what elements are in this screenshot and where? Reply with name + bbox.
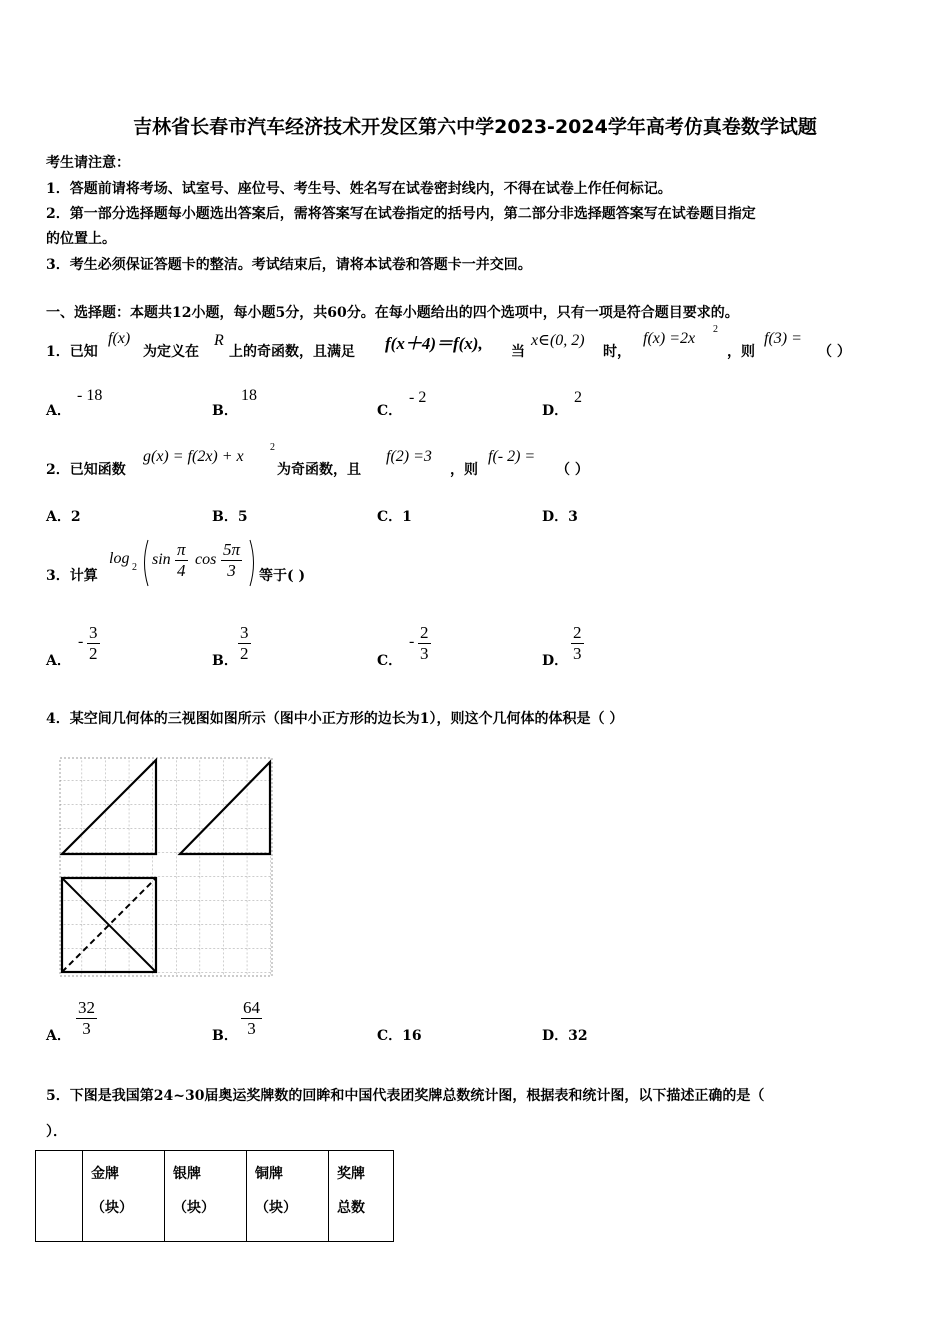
header-silver-unit: （块） xyxy=(173,1200,215,1216)
q3-option-d: D． xyxy=(542,653,569,669)
q3-d-num: 2 xyxy=(573,623,582,642)
q2-option-a: A．2 xyxy=(46,509,81,525)
q3-tail: 等于( ) xyxy=(259,568,306,584)
q4-option-b: B． xyxy=(212,1028,238,1044)
table-header-bronze xyxy=(247,1151,329,1242)
header-bronze: 铜牌 xyxy=(255,1166,283,1182)
notice-item-1: 1．答题前请将考场、试室号、座位号、考生号、姓名写在试卷密封线内，不得在试卷上作任何标记。 xyxy=(46,181,672,197)
medal-table xyxy=(35,1150,394,1242)
q3-option-c: C． xyxy=(377,653,403,669)
q3-pi-over-4 xyxy=(175,540,188,581)
q2-ask: f(- 2) = xyxy=(488,448,536,465)
q1-text-4: 时， xyxy=(603,344,631,360)
q3-four: 4 xyxy=(175,560,188,581)
q3-a-num: 3 xyxy=(89,623,98,642)
q4-b-den: 3 xyxy=(241,1018,262,1039)
q1-option-a-value: - 18 xyxy=(77,387,103,404)
q3-d-den: 3 xyxy=(573,644,582,663)
q3-pi: π xyxy=(177,540,186,559)
q3-three: 3 xyxy=(221,560,242,581)
q3-option-c-value xyxy=(418,623,431,664)
q3-5pi-over-3 xyxy=(221,540,242,581)
q3-log: log xyxy=(109,550,130,567)
q1-text-1: 为定义在 xyxy=(143,344,199,360)
q4-b-num: 64 xyxy=(243,998,260,1017)
three-view-diagram xyxy=(58,756,274,978)
q3-cos: cos xyxy=(195,551,217,568)
q3-sin: sin xyxy=(152,551,171,568)
q4-option-b-value xyxy=(241,998,262,1039)
q1-option-b-value: 18 xyxy=(241,387,257,404)
q2-text-2: ，则 xyxy=(450,462,478,478)
q4-option-c: C．16 xyxy=(377,1028,422,1044)
q2-exponent: 2 xyxy=(270,442,275,453)
q2-option-d: D．3 xyxy=(542,509,578,525)
table-header-gold xyxy=(83,1151,165,1242)
q1-exponent: 2 xyxy=(713,324,718,335)
q3-five-pi: 5π xyxy=(223,540,241,559)
q2-number: 2．已知函数 xyxy=(46,462,126,478)
q1-option-c-value: - 2 xyxy=(409,389,427,406)
notice-item-2-cont: 的位置上。 xyxy=(46,231,116,247)
q1-option-d: D． xyxy=(542,403,569,419)
q3-log-base: 2 xyxy=(132,562,137,573)
q5-text-line-2: ）． xyxy=(46,1124,67,1140)
q2-function: g(x) = f(2x) + x xyxy=(143,448,244,465)
q1-ask: f(3) = xyxy=(764,330,802,347)
q5-text-line-1: 5．下图是我国第24~30届奥运奖牌数的回眸和中国代表团奖牌总数统计图，根据表和统计图，以下描述正确的是（ xyxy=(46,1088,765,1104)
q3-option-a-sign: - xyxy=(78,633,84,650)
q3-number: 3．计算 xyxy=(46,568,98,584)
q1-option-d-value: 2 xyxy=(574,389,582,406)
table-header-total xyxy=(329,1151,394,1242)
header-total-unit: 总数 xyxy=(337,1200,365,1216)
header-total: 奖牌 xyxy=(337,1166,365,1182)
q1-option-c: C． xyxy=(377,403,403,419)
q1-text-5: ，则 xyxy=(727,344,755,360)
page-title: 吉林省长春市汽车经济技术开发区第六中学2023-2024学年高考仿真卷数学试题 xyxy=(133,116,817,138)
q2-text-1: 为奇函数，且 xyxy=(277,462,361,478)
q1-text-3: 当 xyxy=(511,344,525,360)
q3-option-d-value xyxy=(571,623,584,664)
q4-a-den: 3 xyxy=(76,1018,97,1039)
q4-option-a: A． xyxy=(46,1028,71,1044)
q2-option-c: C．1 xyxy=(377,509,412,525)
q4-text: 4．某空间几何体的三视图如图所示（图中小正方形的边长为1），则这个几何体的体积是（ ） xyxy=(46,711,624,727)
q4-option-d: D．32 xyxy=(542,1028,588,1044)
q3-option-c-sign: - xyxy=(409,633,415,650)
q3-a-den: 2 xyxy=(89,644,98,663)
q1-condition: f(x＋4)＝f(x), xyxy=(385,334,483,353)
header-gold: 金牌 xyxy=(91,1166,119,1182)
q1-number: 1．已知 xyxy=(46,344,98,360)
q4-option-a-value xyxy=(76,998,97,1039)
q3-right-paren xyxy=(248,538,258,588)
q1-option-a: A． xyxy=(46,403,71,419)
q3-option-b-value xyxy=(238,623,251,664)
table-header-silver xyxy=(165,1151,247,1242)
section-heading: 一、选择题：本题共12小题，每小题5分，共60分。在每小题给出的四个选项中，只有一项是符合题目要求的。 xyxy=(46,305,739,321)
q2-paren: （ ） xyxy=(556,462,589,478)
q3-b-den: 2 xyxy=(240,644,249,663)
q2-option-b: B．5 xyxy=(212,509,248,525)
q1-domain: x∈(0, 2) xyxy=(531,332,585,349)
q2-given: f(2) =3 xyxy=(386,448,432,465)
q3-b-num: 3 xyxy=(240,623,249,642)
q4-a-num: 32 xyxy=(78,998,95,1017)
q3-left-paren xyxy=(140,538,150,588)
q3-option-a: A． xyxy=(46,653,71,669)
q3-option-b: B． xyxy=(212,653,238,669)
notice-item-3: 3．考生必须保证答题卡的整洁。考试结束后，请将本试卷和答题卡一并交回。 xyxy=(46,257,532,273)
q1-option-b: B． xyxy=(212,403,238,419)
header-gold-unit: （块） xyxy=(91,1200,133,1216)
q1-R: R xyxy=(214,332,224,349)
header-bronze-unit: （块） xyxy=(255,1200,297,1216)
q1-text-2: 上的奇函数，且满足 xyxy=(229,344,355,360)
notice-heading: 考生请注意： xyxy=(46,155,130,171)
table-cell-empty xyxy=(36,1151,83,1242)
header-silver: 银牌 xyxy=(173,1166,201,1182)
q3-c-den: 3 xyxy=(420,644,429,663)
notice-item-2: 2．第一部分选择题每小题选出答案后，需将答案写在试卷指定的括号内，第二部分非选择题答案写在试卷题目指定 xyxy=(46,206,756,222)
q3-c-num: 2 xyxy=(420,623,429,642)
q3-option-a-value xyxy=(87,623,100,664)
table-row xyxy=(36,1151,394,1242)
q1-paren: （ ） xyxy=(818,344,851,360)
q1-definition: f(x) =2x xyxy=(643,330,696,347)
q1-fx: f(x) xyxy=(108,330,131,347)
